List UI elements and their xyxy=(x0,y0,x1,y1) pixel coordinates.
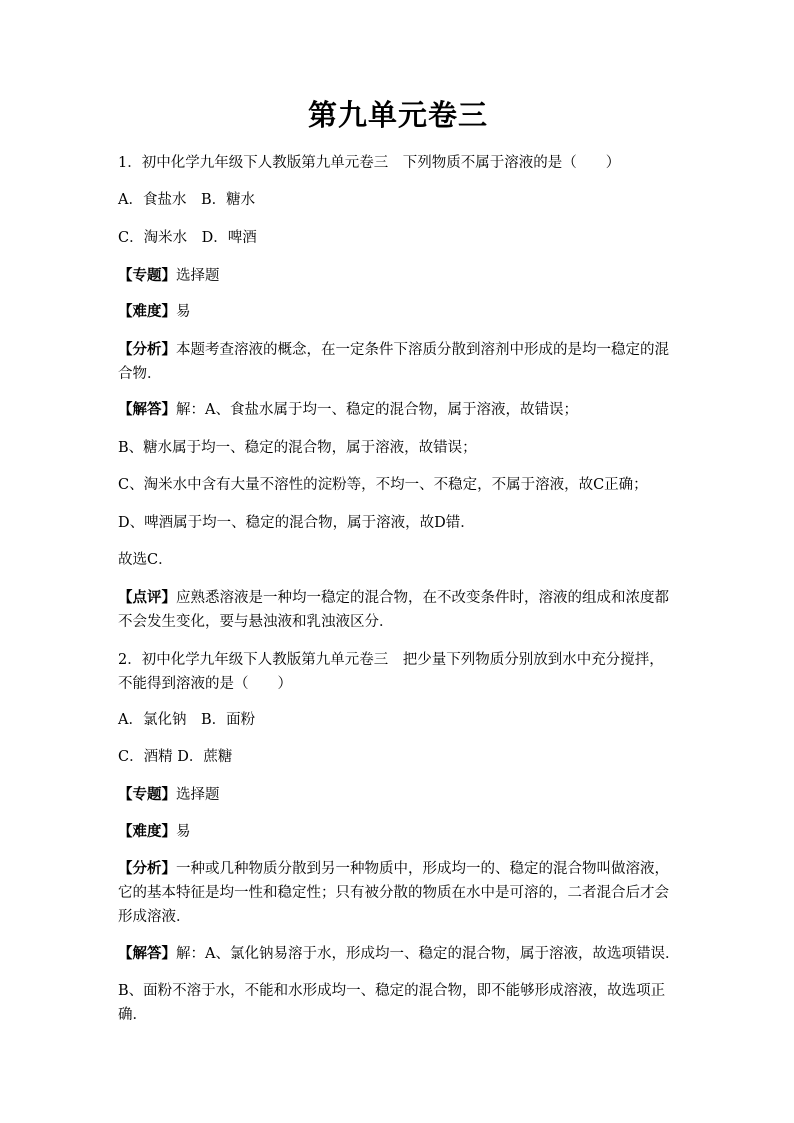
q2-answer-tag: 【解答】 xyxy=(118,945,176,962)
q1-answer-a: 【解答】解：A、食盐水属于均一、稳定的混合物，属于溶液，故错误； xyxy=(118,401,578,418)
q1-comment-tag: 【点评】 xyxy=(118,589,176,606)
q1-analysis-tag: 【分析】 xyxy=(118,341,176,358)
q1-answer-c: C、淘米水中含有大量不溶性的淀粉等，不均一、不稳定，不属于溶液，故C正确； xyxy=(118,477,648,493)
q2-answer-a: 【解答】解：A、氯化钠易溶于水，形成均一、稳定的混合物，属于溶液，故选项错误． xyxy=(118,945,680,962)
q1-topic: 【专题】选择题 xyxy=(118,267,220,284)
q2-stem: 2．初中化学九年级下人教版第九单元卷三 把少量下列物质分别放到水中充分搅拌，不能得到溶液的是（ ） xyxy=(118,652,664,692)
q1-answer-d: D、啤酒属于均一、稳定的混合物，属于溶液，故D错． xyxy=(118,515,475,531)
q2-analysis: 【分析】一种或几种物质分散到另一种物质中，形成均一的、稳定的混合物叫做溶液，它的基本特征是均一性和稳定性；只有被分散的物质在水中是可溶的，二者混合后才会形成溶液． xyxy=(118,860,669,925)
q2-difficulty-tag: 【难度】 xyxy=(118,823,176,840)
q1-difficulty: 【难度】易 xyxy=(118,303,191,320)
q2-topic: 【专题】选择题 xyxy=(118,786,220,803)
q1-choose: 故选C． xyxy=(118,552,173,568)
q2-answer-b: B、面粉不溶于水，不能和水形成均一、稳定的混合物，即不能够形成溶液，故选项正确． xyxy=(118,983,666,1023)
q2-topic-tag: 【专题】 xyxy=(118,786,176,803)
q1-difficulty-tag: 【难度】 xyxy=(118,303,176,320)
q1-analysis: 【分析】本题考查溶液的概念，在一定条件下溶质分散到溶剂中形成的是均一稳定的混合物． xyxy=(118,341,669,382)
page-title: 第九单元卷三 xyxy=(307,98,488,132)
q1-comment: 【点评】应熟悉溶液是一种均一稳定的混合物，在不改变条件时，溶液的组成和浓度都不会发生变化，要与悬浊液和乳浊液区分． xyxy=(118,589,669,630)
q2-analysis-tag: 【分析】 xyxy=(118,860,176,877)
q1-options-ab: A．食盐水 B．糖水 xyxy=(118,192,256,208)
q1-options-cd: C．淘米水 D．啤酒 xyxy=(118,230,257,246)
q1-answer-b: B、糖水属于均一、稳定的混合物，属于溶液，故错误； xyxy=(118,440,477,456)
q2-difficulty: 【难度】易 xyxy=(118,823,191,840)
q1-answer-tag: 【解答】 xyxy=(118,401,176,418)
q2-options-cd: C．酒精 D．蔗糖 xyxy=(118,749,233,765)
q1-topic-tag: 【专题】 xyxy=(118,267,176,284)
q1-stem: 1．初中化学九年级下人教版第九单元卷三 下列物质不属于溶液的是（ ） xyxy=(118,155,621,171)
q2-options-ab: A．氯化钠 B．面粉 xyxy=(118,712,256,728)
